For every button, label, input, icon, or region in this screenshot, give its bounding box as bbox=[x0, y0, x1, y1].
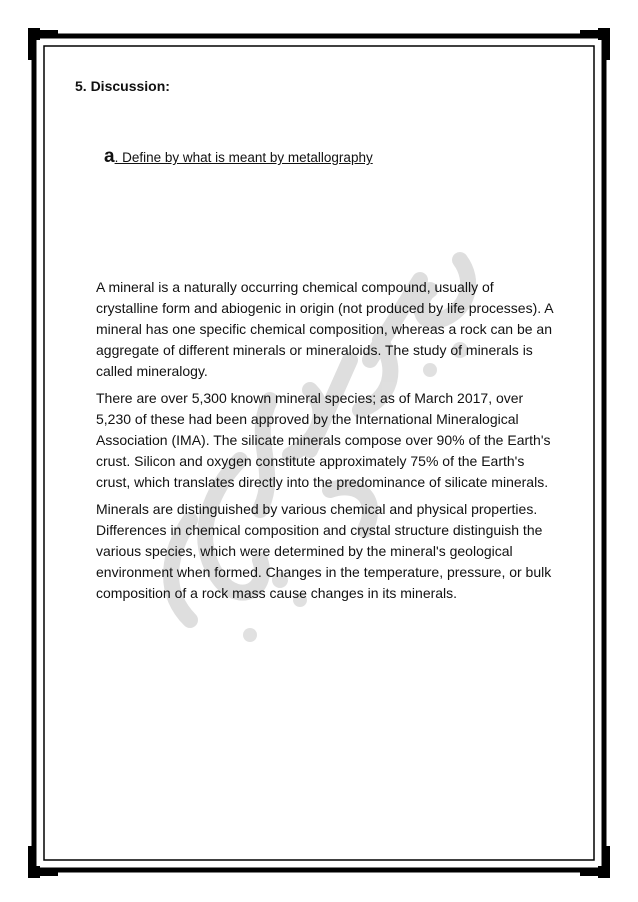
question-letter: a bbox=[104, 146, 115, 167]
section-heading: 5. Discussion: bbox=[75, 78, 170, 94]
paragraph: A mineral is a naturally occurring chemical compound, usually of crystalline form and abiogenic in origin (not produced by life processes). A mineral has one specific chemical composition, whereas a rock can be an aggregate of different minerals or mineraloids. The study of minerals is called mineralogy. bbox=[96, 279, 553, 379]
question-line bbox=[104, 146, 373, 168]
question-text: . Define by what is meant by metallography bbox=[114, 150, 373, 165]
paragraph: There are over 5,300 known mineral species; as of March 2017, over 5,230 of these had been approved by the International Mineralogical Association (IMA). The silicate minerals compose over 90% of the Earth's crust. Silicon and oxygen constitute approximately 75% of the Earth's crust, which translates directly into the predominance of silicate minerals. bbox=[96, 390, 551, 490]
paragraph: Minerals are distinguished by various chemical and physical properties. Differences in chemical composition and crystal structure distinguish the various species, which were determined by the mineral's geological environment when formed. Changes in the temperature, pressure, or bulk composition of a rock mass cause changes in its minerals. bbox=[96, 501, 552, 601]
answer-body bbox=[96, 277, 556, 610]
